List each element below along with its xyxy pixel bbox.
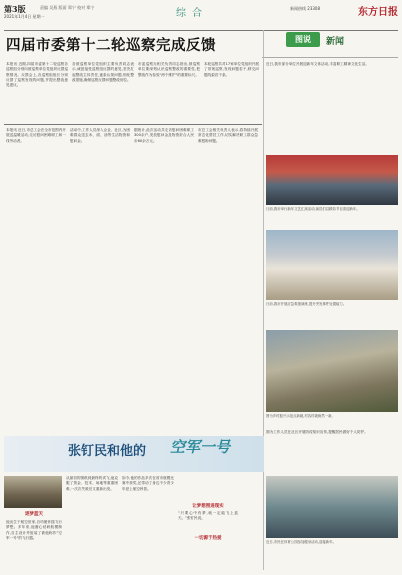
feature-subhead-2: 让梦想照进现实 xyxy=(192,504,224,509)
page-number: 第3版 xyxy=(4,4,26,14)
feature-title: 张钉民和他的 xyxy=(68,444,147,459)
feature-subhead-3: 一切源于热爱 xyxy=(194,536,222,541)
training-photo xyxy=(266,230,398,300)
mid-article-col4: 市总工会相关负责人表示,将持续开展常态化帮扶工作,切实解决职工群众急难愁盼问题。 xyxy=(198,128,258,143)
picture-news-label: 新闻 xyxy=(326,37,345,47)
article-divider xyxy=(4,124,262,125)
feature-body-2: 从最初的图纸到最终的试飞,他克服了资金、技术、场地等重重困难,一次次失败后又重新出发。 xyxy=(66,476,118,491)
ceremony-caption: 日前,我市举行新年文艺汇演活动,演员们以精彩节目喜迎新年。 xyxy=(266,207,360,211)
mid-article-col1: 本报讯 近日,市总工会在全市范围内开展送温暖活动,走访慰问困难职工和一线劳动者。 xyxy=(6,128,66,143)
page-date: 2021年1月4日 星期一 xyxy=(4,14,45,19)
page-meta: 责编 吴燕 版面 郑宁 校对 郑宁 xyxy=(40,5,95,10)
mid-article-col3: 据统计,此次活动共走访慰问困难职工300余户,发放慰问金及物资折合人民币60余万元。 xyxy=(134,128,194,143)
sports-photo xyxy=(266,476,398,538)
article-col4: 本轮巡察共对17家单位党组织开展了常规巡察,发现问题若干,移交问题线索若干条。 xyxy=(204,62,259,77)
feature-subhead-1: 逐梦蓝天 xyxy=(25,512,43,517)
masthead-logo: 东方日报 xyxy=(358,7,398,18)
feature-body-4: "只要心中有梦,就一定能飞上蓝天。"张钉民说。 xyxy=(178,511,238,521)
village-photo xyxy=(266,330,398,412)
picture-news-banner xyxy=(262,28,398,58)
article-col3: 市委巡察办相关负责同志指出,被巡察单位要深刻认识巡察整改的重要性,把整改作为检验"两个维护"的重要标尺。 xyxy=(138,62,200,77)
news-hotline: 新闻热线 23308 xyxy=(290,6,320,11)
section-title: 综合 xyxy=(176,8,208,19)
picture-news-icon: 图说 xyxy=(286,32,320,47)
feature-title-highlight: 空军一号 xyxy=(170,438,231,456)
feature-body-3: 如今,他的作品多次在省市航模比赛中获奖,还带动了身边不少青少年爱上航空科普。 xyxy=(122,476,174,491)
mid-article-col2: 活动中,工作人员深入企业、社区,为困难群众送去米、面、油等生活物资和慰问金。 xyxy=(70,128,130,143)
ceremony-photo xyxy=(266,155,398,205)
feature-body-1: 他出生于航空世家,自幼便怀揣飞行梦想。多年来,他潜心钻研航模制作,自主设计并组装了被他称作"空军一号"的飞行器。 xyxy=(6,520,62,540)
right-article: 近日,我市部分单位开展迎新年文体活动,丰富职工精神文化生活。 xyxy=(266,62,369,66)
page-header xyxy=(4,4,398,28)
article-col2: 各被巡察单位党组织主要负责同志表示,诚恳接受巡察组反馈的意见,坚决扛起整改主体责任,逐条认领问题,细化整改措施,确保巡察反馈问题整改到位。 xyxy=(72,62,134,82)
page-headline: 四届市委第十二轮巡察完成反馈 xyxy=(6,37,216,54)
training-caption: 日前,我市开展应急救援演练,提升突发事件处置能力。 xyxy=(266,302,347,306)
column-rule xyxy=(263,30,264,570)
village-caption: 图为乡村振兴示范点新貌,村容村貌焕然一新。 xyxy=(266,414,335,418)
portrait-photo xyxy=(4,476,62,508)
article-lead: 本报讯 近期,四届市委第十二轮巡察各巡察组分别向被巡察单位党组织反馈巡察情况。反馈会上,各巡察组组长分别反馈了巡察发现的问题,并提出整改意见建议。 xyxy=(6,62,68,88)
sports-caption: 近日,市民在体育公园参加健身活动,迎接新年。 xyxy=(266,540,336,544)
right-mid-article: 图为工作人员在社区开展防疫知识宣传,提醒居民做好个人防护。 xyxy=(266,430,368,434)
